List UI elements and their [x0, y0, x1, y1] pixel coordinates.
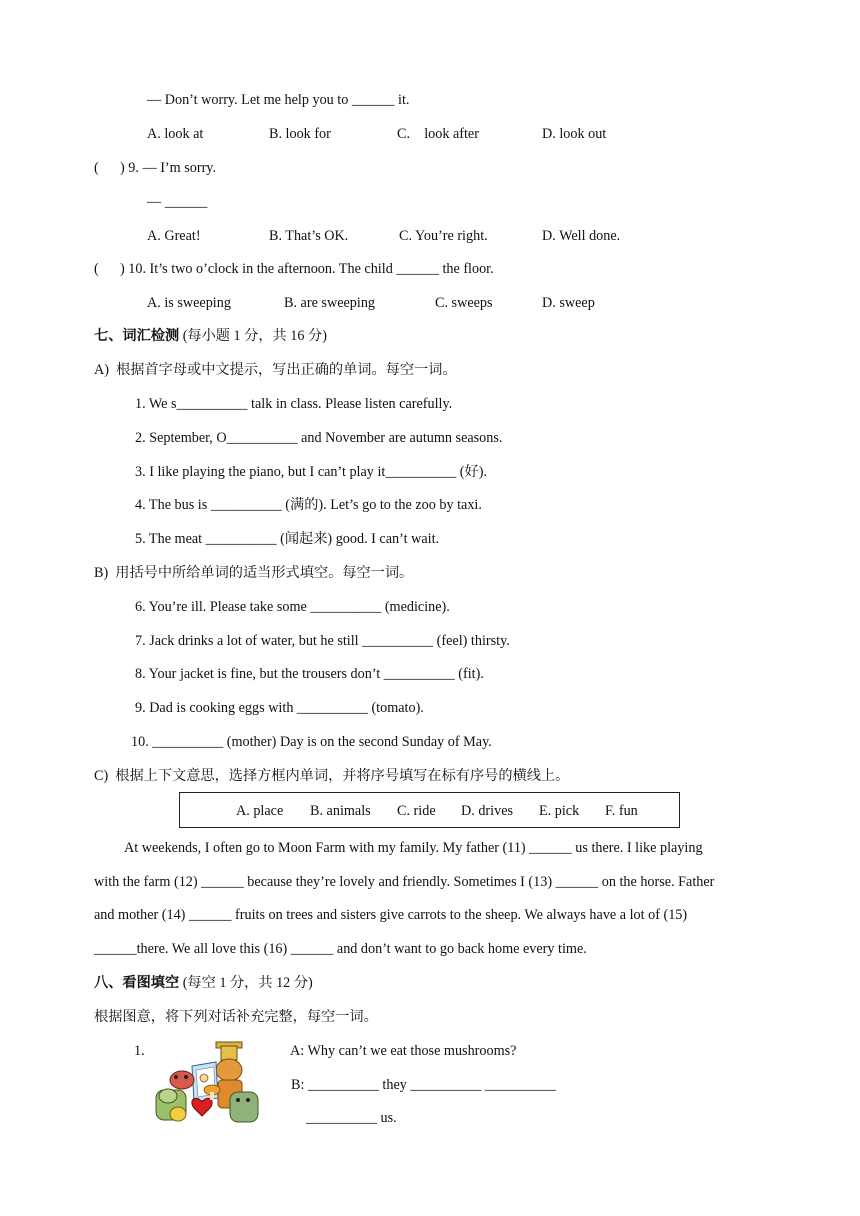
section8-score: (每空 1 分，共 12 分) — [179, 975, 313, 991]
section7-score: (每小题 1 分，共 16 分) — [179, 328, 327, 344]
dialogue-line-b: B: __________ they __________ __________ — [291, 1077, 556, 1093]
q10-option-c: C. sweeps — [435, 295, 493, 311]
q10-option-b: B. are sweeping — [284, 295, 376, 311]
section8-title: 八、看图填空 — [94, 975, 180, 991]
q8-option-a: A. look at — [147, 126, 204, 142]
word-option: B. animals — [310, 803, 371, 819]
q9-stem: ( ) 9. — I’m sorry. — [94, 160, 217, 176]
q8-reply: — Don’t worry. Let me help you to ______ it. — [147, 92, 410, 108]
dialogue-line-a: A: Why can’t we eat those mushrooms? — [290, 1043, 517, 1059]
part-a-item: 5. The meat __________ (闻起来) good. I can’t wait. — [135, 531, 440, 547]
part-a-title: A) 根据首字母或中文提示，写出正确的单词。每空一词。 — [94, 362, 457, 378]
q8-option-b: B. look for — [269, 126, 331, 142]
part-a-item: 1. We s__________ talk in class. Please listen carefully. — [135, 396, 453, 412]
passage-line: At weekends, I often go to Moon Farm with my family. My father (11) ______ us there. I like playing — [124, 840, 703, 856]
q9-option-c: C. You’re right. — [399, 228, 488, 244]
part-b-item: 8. Your jacket is fine, but the trousers don’t __________ (fit). — [135, 666, 484, 682]
q9-reply: — ______ — [147, 194, 208, 210]
mushroom-picture — [152, 1040, 262, 1126]
q9-option-b: B. That’s OK. — [269, 228, 349, 244]
word-box — [179, 792, 680, 828]
part-b-item: 7. Jack drinks a lot of water, but he still __________ (feel) thirsty. — [135, 633, 510, 649]
dialogue-line-b-continued: __________ us. — [306, 1110, 397, 1126]
word-option: D. drives — [461, 803, 514, 819]
q8-option-c: C. look after — [397, 126, 479, 142]
section8-heading — [94, 974, 313, 992]
passage-line: with the farm (12) ______ because they’re lovely and friendly. Sometimes I (13) ______ on the horse. Father — [94, 874, 715, 890]
part-c-title: C) 根据上下文意思，选择方框内单词，并将序号填写在标有序号的横线上。 — [94, 768, 570, 784]
part-b-item: 6. You’re ill. Please take some __________ (medicine). — [135, 599, 450, 615]
q10-stem: ( ) 10. It’s two o’clock in the afternoon. The child ______ the floor. — [94, 261, 494, 277]
q10-option-d: D. sweep — [542, 295, 595, 311]
q9-option-d: D. Well done. — [542, 228, 621, 244]
part-b-item: 10. __________ (mother) Day is on the second Sunday of May. — [131, 734, 492, 750]
part-a-item: 3. I like playing the piano, but I can’t play it__________ (好). — [135, 464, 487, 480]
word-option: E. pick — [539, 803, 580, 819]
part-b-title: B) 用括号中所给单词的适当形式填空。每空一词。 — [94, 565, 414, 581]
passage-line: and mother (14) ______ fruits on trees and sisters give carrots to the sheep. We always have a lot of (15) — [94, 907, 688, 923]
section7-title: 七、词汇检测 — [94, 328, 180, 344]
q9-option-a: A. Great! — [147, 228, 201, 244]
word-option: C. ride — [397, 803, 436, 819]
picture-question-number: 1. — [134, 1043, 145, 1059]
q10-option-a: A. is sweeping — [147, 295, 231, 311]
part-a-item: 4. The bus is __________ (满的). Let’s go to the zoo by taxi. — [135, 497, 482, 513]
word-option: A. place — [236, 803, 284, 819]
word-option: F. fun — [605, 803, 638, 819]
q8-option-d: D. look out — [542, 126, 607, 142]
part-b-item: 9. Dad is cooking eggs with __________ (tomato). — [135, 700, 424, 716]
section8-instruction: 根据图意，将下列对话补充完整，每空一词。 — [94, 1009, 378, 1025]
part-a-item: 2. September, O__________ and November are autumn seasons. — [135, 430, 503, 446]
section7-heading — [94, 327, 327, 345]
passage-line: ______there. We all love this (16) ______ and don’t want to go back home every time. — [94, 941, 587, 957]
